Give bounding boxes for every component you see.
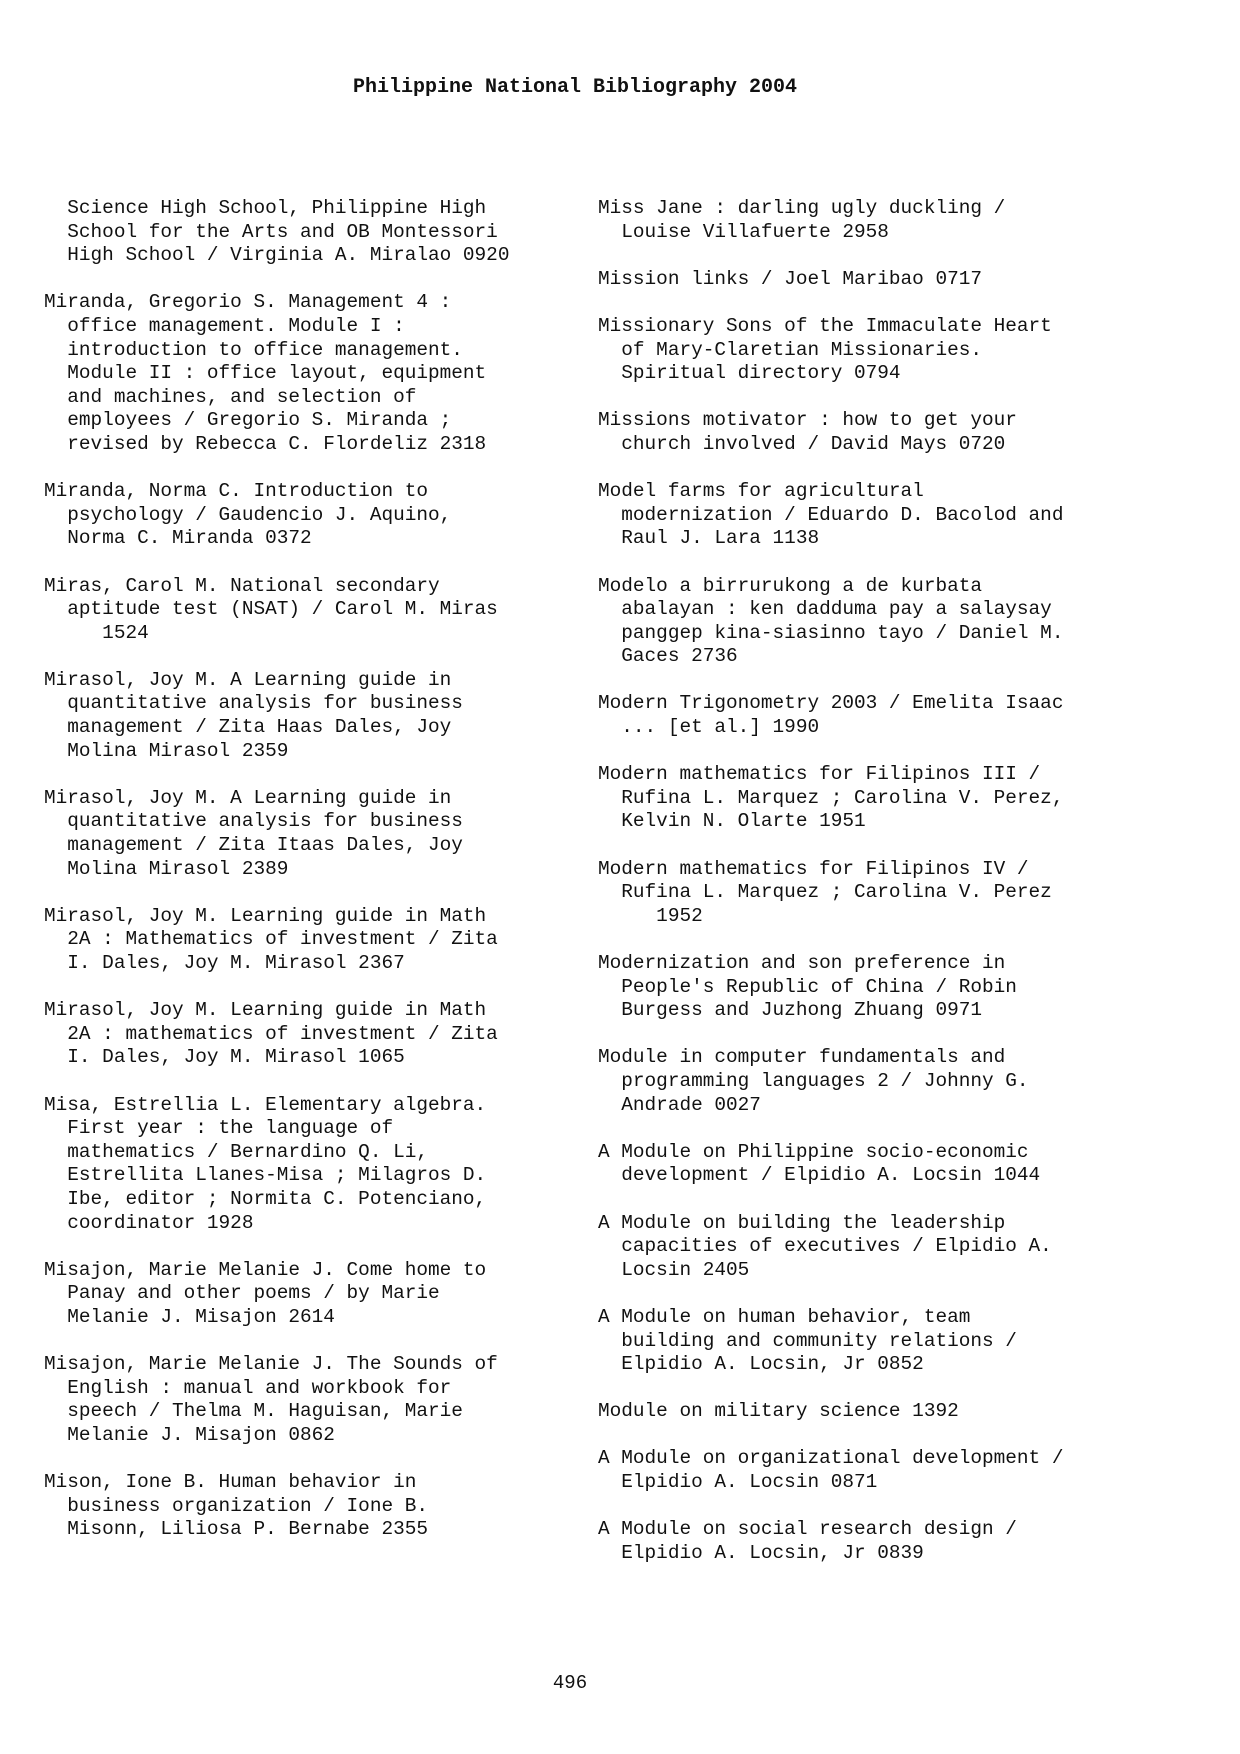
entry-line: Rufina L. Marquez ; Carolina V. Perez, (598, 786, 1064, 809)
entry-line: Panay and other poems / by Marie (44, 1282, 440, 1305)
entry-line: abalayan : ken dadduma pay a salaysay (598, 598, 1052, 621)
entry-line: People's Republic of China / Robin (598, 975, 1017, 998)
bibliography-entry (44, 1094, 564, 1236)
bibliography-entry (44, 291, 564, 456)
bibliography-entry (44, 1353, 564, 1447)
bibliography-entry (598, 692, 1118, 739)
entry-line: management / Zita Haas Dales, Joy (44, 716, 452, 739)
entry-line: 2A : mathematics of investment / Zita (44, 1022, 498, 1045)
entry-line: I. Dales, Joy M. Mirasol 1065 (44, 1046, 405, 1069)
entry-line: Melanie J. Misajon 2614 (44, 1305, 335, 1328)
entry-line: panggep kina-siasinno tayo / Daniel M. (598, 621, 1064, 644)
entry-line: development / Elpidio A. Locsin 1044 (598, 1164, 1041, 1187)
bibliography-entry (598, 1306, 1118, 1377)
entry-line: Miras, Carol M. National secondary (44, 574, 440, 597)
entry-line: management / Zita Itaas Dales, Joy (44, 834, 463, 857)
bibliography-entry (598, 1400, 1118, 1424)
entry-line: Modernization and son preference in (598, 952, 1006, 974)
entry-line: First year : the language of (44, 1117, 394, 1140)
entry-line: Miranda, Norma C. Introduction to (44, 480, 428, 503)
entry-line: Norma C. Miranda 0372 (44, 527, 312, 550)
page-number: 496 (552, 1672, 588, 1694)
entry-line: Gaces 2736 (598, 645, 738, 668)
entry-line: Raul J. Lara 1138 (598, 527, 820, 550)
entry-line: Molina Mirasol 2389 (44, 857, 289, 880)
entry-line: Mission links / Joel Maribao 0717 (598, 267, 982, 290)
entry-line: Misonn, Liliosa P. Bernabe 2355 (44, 1518, 428, 1541)
entry-line: Modelo a birrurukong a de kurbata (598, 574, 982, 597)
bibliography-entry (44, 1259, 564, 1330)
entry-line: I. Dales, Joy M. Mirasol 2367 (44, 952, 405, 974)
entry-line: 1952 (598, 904, 703, 927)
bibliography-entry (44, 669, 564, 763)
entry-line: psychology / Gaudencio J. Aquino, (44, 503, 452, 526)
bibliography-entry (598, 763, 1118, 834)
entry-line: Melanie J. Misajon 0862 (44, 1423, 335, 1446)
entry-line: aptitude test (NSAT) / Carol M. Miras (44, 598, 498, 621)
bibliography-entry (44, 787, 564, 881)
entry-line: Kelvin N. Olarte 1951 (598, 810, 866, 833)
entry-line: Mirasol, Joy M. Learning guide in Math (44, 904, 487, 927)
entry-line: Andrade 0027 (598, 1093, 761, 1116)
entry-line: 2A : Mathematics of investment / Zita (44, 928, 498, 951)
bibliography-entry (44, 999, 564, 1070)
entry-line: Mirasol, Joy M. A Learning guide in (44, 668, 452, 691)
entry-line: Miranda, Gregorio S. Management 4 : (44, 291, 452, 314)
entry-line: quantitative analysis for business (44, 810, 463, 833)
entry-line: Elpidio A. Locsin 0871 (598, 1471, 878, 1494)
bibliography-entry (44, 575, 564, 646)
entry-line: introduction to office management. (44, 338, 463, 361)
bibliography-entry (598, 268, 1118, 292)
entry-line: Module II : office layout, equipment (44, 362, 487, 385)
bibliography-entry (598, 315, 1118, 386)
entry-line: speech / Thelma M. Haguisan, Marie (44, 1400, 463, 1423)
entry-line: and machines, and selection of (44, 385, 417, 408)
entry-line: Science High School, Philippine High (44, 197, 487, 219)
right-column (598, 197, 1118, 1589)
entry-line: Louise Villafuerte 2958 (598, 220, 889, 243)
entry-line: A Module on human behavior, team (598, 1305, 971, 1328)
entry-line: Missions motivator : how to get your (598, 409, 1017, 432)
bibliography-entry (598, 858, 1118, 929)
left-column (44, 197, 564, 1565)
entry-line: Elpidio A. Locsin, Jr 0839 (598, 1541, 924, 1564)
entry-line: Mirasol, Joy M. Learning guide in Math (44, 999, 487, 1022)
bibliography-entry (598, 1447, 1118, 1494)
page-title: Philippine National Bibliography 2004 (352, 76, 798, 99)
bibliography-entry (598, 480, 1118, 551)
entry-line: quantitative analysis for business (44, 692, 463, 715)
entry-line: A Module on Philippine socio-economic (598, 1140, 1029, 1163)
entry-line: Modern mathematics for Filipinos IV / (598, 857, 1029, 880)
bibliography-entry (44, 1471, 564, 1542)
entry-line: ... [et al.] 1990 (598, 716, 820, 739)
bibliography-entry (44, 905, 564, 976)
bibliography-entry (598, 1518, 1118, 1565)
entry-line: revised by Rebecca C. Flordeliz 2318 (44, 432, 487, 455)
entry-line: Misajon, Marie Melanie J. The Sounds of (44, 1353, 498, 1376)
entry-line: Ibe, editor ; Normita C. Potenciano, (44, 1187, 487, 1210)
entry-line: of Mary-Claretian Missionaries. (598, 338, 982, 361)
entry-line: A Module on building the leadership (598, 1211, 1006, 1234)
entry-line: Misajon, Marie Melanie J. Come home to (44, 1258, 487, 1281)
bibliography-entry (44, 197, 564, 268)
entry-line: modernization / Eduardo D. Bacolod and (598, 503, 1064, 526)
bibliography-entry (598, 409, 1118, 456)
entry-line: building and community relations / (598, 1329, 1017, 1352)
bibliography-entry (598, 952, 1118, 1023)
entry-line: Mison, Ione B. Human behavior in (44, 1471, 417, 1494)
entry-line: English : manual and workbook for (44, 1376, 452, 1399)
entry-line: Module on military science 1392 (598, 1400, 959, 1423)
entry-line: business organization / Ione B. (44, 1494, 428, 1517)
entry-line: employees / Gregorio S. Miranda ; (44, 409, 452, 432)
entry-line: church involved / David Mays 0720 (598, 432, 1006, 455)
entry-line: Elpidio A. Locsin, Jr 0852 (598, 1353, 924, 1376)
entry-line: Estrellita Llanes-Misa ; Milagros D. (44, 1164, 487, 1187)
entry-line: A Module on organizational development / (598, 1447, 1064, 1470)
entry-line: Mirasol, Joy M. A Learning guide in (44, 786, 452, 809)
bibliography-entry (598, 197, 1118, 244)
bibliography-entry (598, 1141, 1118, 1188)
entry-line: mathematics / Bernardino Q. Li, (44, 1140, 428, 1163)
entry-line: High School / Virginia A. Miralao 0920 (44, 244, 510, 267)
bibliography-entry (598, 1212, 1118, 1283)
entry-line: Modern mathematics for Filipinos III / (598, 763, 1041, 786)
entry-line: office management. Module I : (44, 314, 405, 337)
entry-line: Spiritual directory 0794 (598, 362, 901, 385)
bibliography-entry (598, 1046, 1118, 1117)
entry-line: 1524 (44, 621, 149, 644)
entry-line: programming languages 2 / Johnny G. (598, 1069, 1029, 1092)
bibliography-entry (44, 480, 564, 551)
entry-line: Module in computer fundamentals and (598, 1046, 1006, 1069)
entry-line: Model farms for agricultural (598, 480, 924, 503)
bibliography-entry (598, 575, 1118, 669)
entry-line: Missionary Sons of the Immaculate Heart (598, 314, 1052, 337)
entry-line: Modern Trigonometry 2003 / Emelita Isaac (598, 692, 1064, 715)
entry-line: coordinator 1928 (44, 1211, 254, 1234)
entry-line: Burgess and Juzhong Zhuang 0971 (598, 999, 982, 1022)
entry-line: Locsin 2405 (598, 1258, 750, 1281)
entry-line: A Module on social research design / (598, 1518, 1017, 1541)
entry-line: capacities of executives / Elpidio A. (598, 1235, 1052, 1258)
entry-line: School for the Arts and OB Montessori (44, 220, 498, 243)
entry-line: Molina Mirasol 2359 (44, 739, 289, 762)
entry-line: Rufina L. Marquez ; Carolina V. Perez (598, 881, 1052, 904)
entry-line: Misa, Estrellia L. Elementary algebra. (44, 1093, 487, 1116)
entry-line: Miss Jane : darling ugly duckling / (598, 197, 1006, 219)
